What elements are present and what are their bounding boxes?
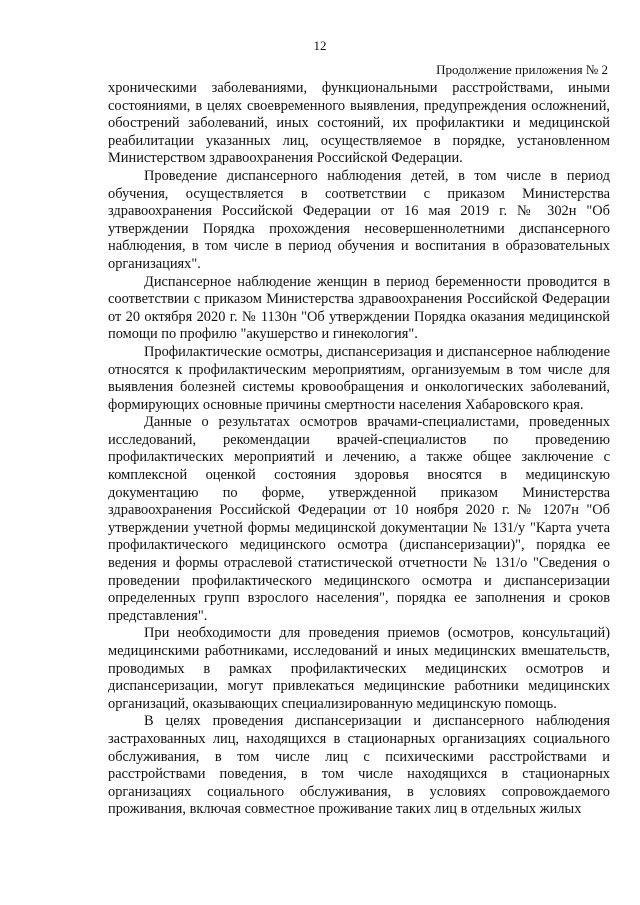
- document-body: [108, 80, 610, 819]
- paragraph-continuation: хроническими заболеваниями, функциональными расстройствами, иными состояниями, в целях своевременного выявления, предупреждения осложнений, обострений заболеваний, иных состояний, их профилактики и медицинской реабилитации указанных лиц, осуществляемое в порядке, установленном Министерством здравоохранения Российской Федерации.: [108, 80, 610, 167]
- page-number: 12: [313, 38, 327, 53]
- paragraph-social-care-residents: В целях проведения диспансеризации и диспансерного наблюдения застрахованных лиц, находящихся в стационарных организациях социального обслуживания, в том числе лиц с психическими расстройствами и расстройствами поведения, в том числе находящихся в стационарных организациях социального обслуживания, в условиях сопровождаемого проживания, включая совместное проживание таких лиц в отдельных жилых: [108, 713, 610, 818]
- paragraph-examination-results: Данные о результатах осмотров врачами-специалистами, проведенных исследований, рекомендации врачей-специалистов по проведению профилактических мероприятий и лечению, а также общее заключение с комплексной оценкой состояния здоровья вносятся в медицинскую документацию по форме, утвержденной приказом Министерства здравоохранения Российской Федерации от 10 ноября 2020 г. № 1207н "Об утверждении учетной формы медицинской документации № 131/у "Карта учета профилактического медицинского осмотра (диспансеризации)", порядка ее ведения и формы отраслевой статистической отчетности № 131/о "Сведения о проведении профилактического медицинского осмотра и диспансеризации определенных групп взрослого населения", порядка ее заполнения и сроков представления".: [108, 414, 610, 624]
- paragraph-preventive-measures: Профилактические осмотры, диспансеризация и диспансерное наблюдение относятся к профилактическим мероприятиям, организуемым в том числе для выявления болезней системы кровообращения и онкологических заболеваний, формирующих основные причины смертности населения Хабаровского края.: [108, 343, 610, 413]
- paragraph-children-dispensary: Проведение диспансерного наблюдения детей, в том числе в период обучения, осуществляется в соответствии с приказом Министерства здравоохранения Российской Федерации от 16 мая 2019 г. № 302н "Об утверждении Порядка прохождения несовершеннолетними диспансерного наблюдения, в том числе в период обучения и воспитания в образовательных организациях".: [108, 167, 610, 272]
- appendix-continuation-note: Продолжение приложения № 2: [436, 62, 608, 77]
- paragraph-specialists-involvement: При необходимости для проведения приемов (осмотров, консультаций) медицинскими работниками, исследований и иных медицинских вмешательств, проводимых в рамках профилактических медицинских осмотров и диспансеризации, могут привлекаться медицинские работники медицинских организаций, оказывающих специализированную медицинскую помощь.: [108, 625, 610, 712]
- paragraph-pregnancy-dispensary: Диспансерное наблюдение женщин в период беременности проводится в соответствии с приказом Министерства здравоохранения Российской Федерации от 20 октября 2020 г. № 1130н "Об утверждении Порядка оказания медицинской помощи по профилю "акушерство и гинекология".: [108, 273, 610, 343]
